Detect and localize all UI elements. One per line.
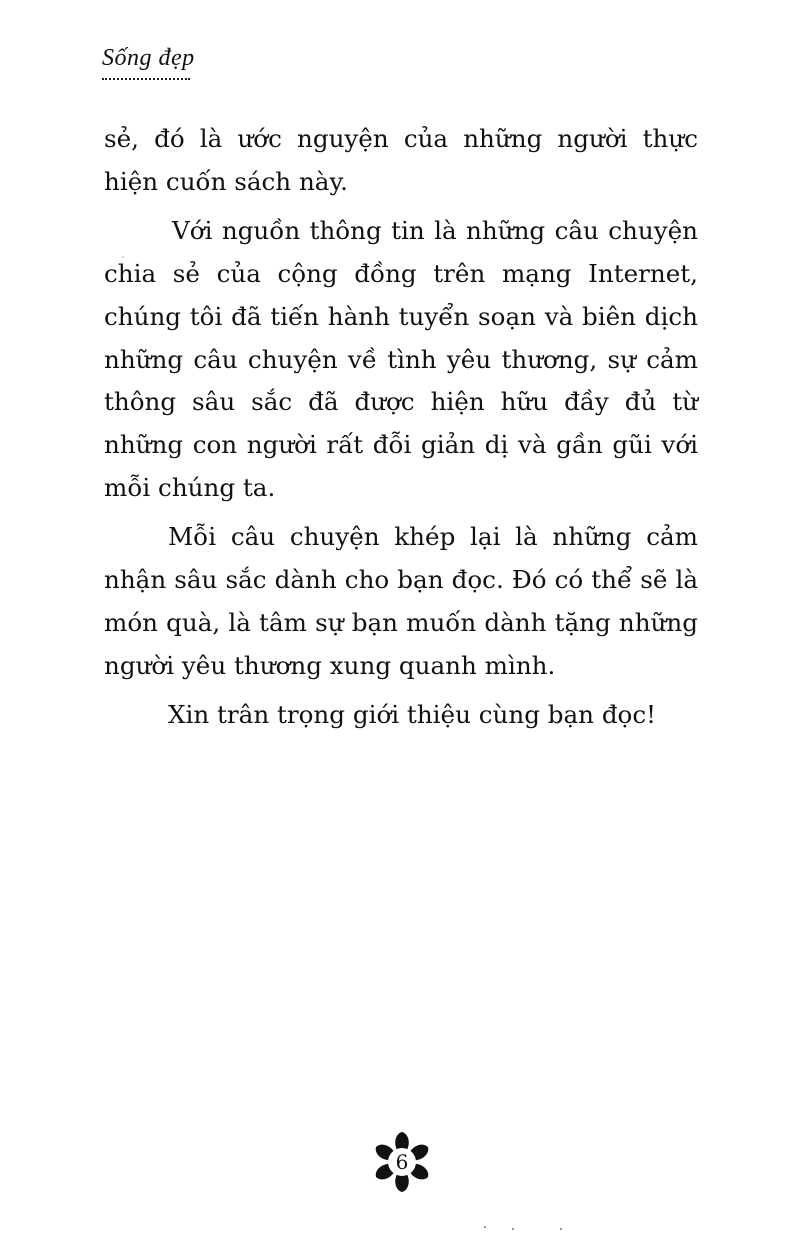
paragraph-2: Với nguồn thông tin là những câu chuyện chia sẻ của cộng đồng trên mạng Internet, chúng tôi đã tiến hành tuyển soạn và biên dịch những câu chuyện về tình yêu thương, sự cảm thông sâu sắc đã được hiện hữu đầy đủ từ những con người rất đỗi giản dị và gần gũi với mỗi chúng ta. [104, 215, 698, 503]
paragraph-3: Mỗi câu chuyện khép lại là những cảm nhận sâu sắc dành cho bạn đọc. Đó có thể sẽ là món quà, là tâm sự bạn muốn dành tặng những người yêu thương xung quanh mình. [104, 522, 698, 680]
header-title: Sống đẹp [102, 45, 195, 71]
paragraph-1: sẻ, đó là ước nguyện của những người thực hiện cuốn sách này. [104, 124, 698, 196]
scan-speck [484, 1226, 486, 1228]
page-body [104, 118, 698, 743]
running-header [102, 44, 195, 80]
scan-speck [512, 1228, 514, 1230]
scan-speck [560, 1228, 562, 1230]
page-number: 6 [395, 1150, 409, 1174]
header-dotted-rule [102, 74, 190, 80]
paragraph-4: Xin trân trọng giới thiệu cùng bạn đọc! [168, 699, 657, 729]
scan-speck [122, 256, 124, 258]
page-number-ornament [370, 1130, 434, 1194]
